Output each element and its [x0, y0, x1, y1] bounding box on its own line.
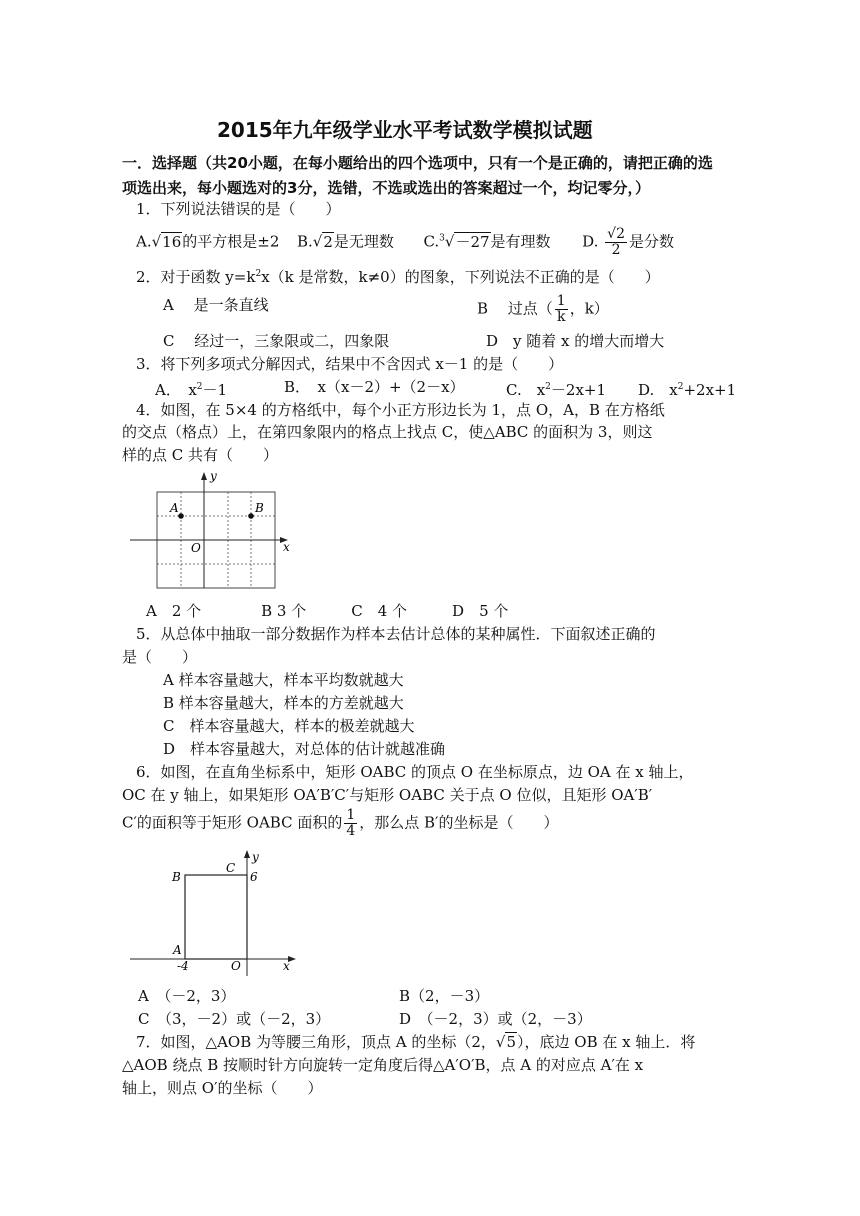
q2-stem [136, 263, 660, 288]
q6-option-a: A （－2，3） [138, 987, 236, 1005]
q6-option-c: C （3，－2）或（－2，3） [138, 1010, 331, 1028]
q7-line1: 7．如图，△AOB 为等腰三角形，顶点 A 的坐标（2，√5），底边 OB 在 x 轴上．将 [136, 1033, 696, 1051]
q3-d-sup: 2 [677, 382, 684, 392]
q2-stem-a: 2．对于函数 y=k [136, 268, 256, 286]
q6-y-arrow [244, 850, 250, 858]
q3-c-rest: －2x+1 [550, 381, 607, 399]
q4-label-y: y [210, 469, 217, 483]
q7-radicand: 5 [506, 1033, 517, 1051]
q1-b-prefix: B. [296, 232, 313, 251]
q2-b-prefix: B 过点（ [477, 299, 553, 318]
q3-option-c [506, 376, 606, 401]
q4-line1: 4．如图，在 5×4 的方格纸中，每个小正方形边长为 1，点 O，A，B 在方格纸 [136, 401, 665, 419]
q1-b-radicand: 2 [323, 232, 333, 251]
q4-grid-figure [126, 466, 296, 590]
page-title: 2015年九年级学业水平考试数学模拟试题 [217, 118, 593, 142]
q1-d-text: 是分数 [629, 232, 675, 251]
q6-rectangle-figure [126, 846, 306, 980]
section-heading-line2: 项选出来，每小题选对的3分，选错，不选或选出的答案超过一个，均记零分，） [122, 179, 650, 197]
q3-c-sup: 2 [545, 382, 551, 392]
q6-label-c: C [226, 861, 236, 875]
q2-b-numerator: 1 [556, 293, 566, 309]
q6-line1: 6．如图，在直角坐标系中，矩形 OABC 的顶点 O 在坐标原点，边 OA 在 x 轴上， [136, 763, 694, 781]
q3-option-a [155, 376, 227, 401]
q6-label-a: A [173, 943, 182, 957]
q2-b-denominator: k [557, 309, 566, 325]
q2-option-a: A 是一条直线 [163, 296, 269, 314]
q1-options: A.√16的平方根是±2 B.√2是无理数 C.$^3$√－27是有理数 D. $\frac{√2}{2}$ 是分数 [136, 226, 675, 258]
q1-a-text: 的平方根是±2 [182, 232, 280, 251]
q4-y-arrow [201, 472, 207, 480]
q6-denominator: 4 [346, 823, 356, 839]
q2-option-b [477, 294, 609, 325]
q1-d-numerator: √2 [607, 226, 625, 242]
q4-label-b: B [255, 501, 264, 515]
q3-c-text: C. x [506, 381, 546, 399]
q1-b-text: 是无理数 [333, 232, 394, 251]
q6-label-neg4: -4 [177, 959, 189, 973]
q1-c-radicand: －27 [455, 232, 490, 251]
q3-a-rest: －1 [202, 381, 228, 399]
q3-option-d [638, 376, 736, 401]
q3-option-b: B． x（x－2）+（2－x） [284, 378, 465, 396]
q2-stem-sup: 2 [255, 269, 262, 279]
q4-label-o: O [191, 541, 201, 555]
q3-d-rest: +2x+1 [683, 381, 737, 399]
q3-a-sup: 2 [196, 382, 203, 392]
q6-line3-post: ，那么点 B′的坐标是（ ） [359, 813, 559, 832]
q2-stem-b: x（k 是常数，k≠0）的图象，下列说法不正确的是（ ） [261, 268, 660, 286]
q7-line2: △AOB 绕点 B 按顺时针方向旋转一定角度后得△A′O′B，点 A 的对应点 A′在 x [122, 1056, 644, 1074]
q4-options: A 2 个 B 3 个 C 4 个 D 5 个 [146, 602, 509, 620]
q1-c-prefix: C. [423, 232, 440, 251]
q6-label-b: B [172, 870, 181, 884]
q4-label-x: x [283, 540, 290, 554]
q4-line3: 样的点 C 共有（ ） [122, 446, 279, 464]
q6-label-x: x [283, 959, 290, 973]
q1-d-denominator: 2 [611, 242, 621, 258]
q5-option-a: A 样本容量越大，样本平均数就越大 [163, 671, 404, 689]
q6-label-o: O [231, 959, 241, 973]
q6-rectangle-oabc [185, 875, 247, 959]
q4-point-a [178, 513, 184, 519]
q4-point-b [248, 513, 254, 519]
q6-option-b: B（2，－3） [399, 987, 490, 1005]
q1-c-text: 是有理数 [490, 232, 551, 251]
q7-line1-post: ），底边 OB 在 x 轴上．将 [517, 1033, 696, 1051]
q6-line2: OC 在 y 轴上，如果矩形 OA′B′C′与矩形 OABC 关于点 O 位似，且矩形 OA′B′ [122, 786, 653, 804]
q6-label-y: y [252, 850, 259, 864]
q1-a-radicand: 16 [162, 232, 182, 251]
q4-label-a: A [170, 501, 179, 515]
q2-b-suffix: ，k） [569, 299, 609, 318]
q1-d-prefix: D. [582, 232, 599, 251]
q2-b-fraction [555, 294, 568, 325]
q1-a-prefix: A. [136, 232, 152, 251]
q2-option-d: D y 随着 x 的增大而增大 [486, 332, 665, 350]
q6-option-d: D （－2，3）或（2，－3） [399, 1010, 592, 1028]
q5-option-d: D 样本容量越大，对总体的估计就越准确 [163, 740, 446, 758]
q6-line3 [122, 808, 558, 839]
q6-label-6: 6 [250, 870, 258, 884]
q2-option-c: C 经过一，三象限或二，四象限 [163, 332, 390, 350]
q5-option-c: C 样本容量越大，样本的极差就越大 [163, 717, 415, 735]
q7-line1-pre: 7．如图，△AOB 为等腰三角形，顶点 A 的坐标（2， [136, 1033, 496, 1051]
q1-stem: 1．下列说法错误的是（ ） [136, 200, 341, 218]
q1-c-index: 3 [439, 233, 445, 244]
q4-line2: 的交点（格点）上，在第四象限内的格点上找点 C，使△ABC 的面积为 3，则这 [122, 423, 653, 441]
q3-stem: 3．将下列多项式分解因式，结果中不含因式 x－1 的是（ ） [136, 355, 564, 373]
q5-line2: 是（ ） [122, 648, 198, 666]
q6-fraction [344, 808, 357, 839]
q5-option-b: B 样本容量越大，样本的方差就越大 [163, 694, 404, 712]
q6-line3-pre: C′的面积等于矩形 OABC 面积的 [122, 813, 343, 832]
q7-line3: 轴上，则点 O′的坐标（ ） [122, 1079, 323, 1097]
q3-d-text: D. x [638, 381, 678, 399]
q6-numerator: 1 [346, 807, 356, 823]
q5-line1: 5．从总体中抽取一部分数据作为样本去估计总体的某种属性．下面叙述正确的 [136, 625, 656, 643]
q3-a-text: A． x [155, 381, 197, 399]
q1-d-fraction [605, 227, 627, 258]
section-heading-line1: 一．选择题（共20小题，在每小题给出的四个选项中，只有一个是正确的，请把正确的选 [122, 154, 713, 172]
